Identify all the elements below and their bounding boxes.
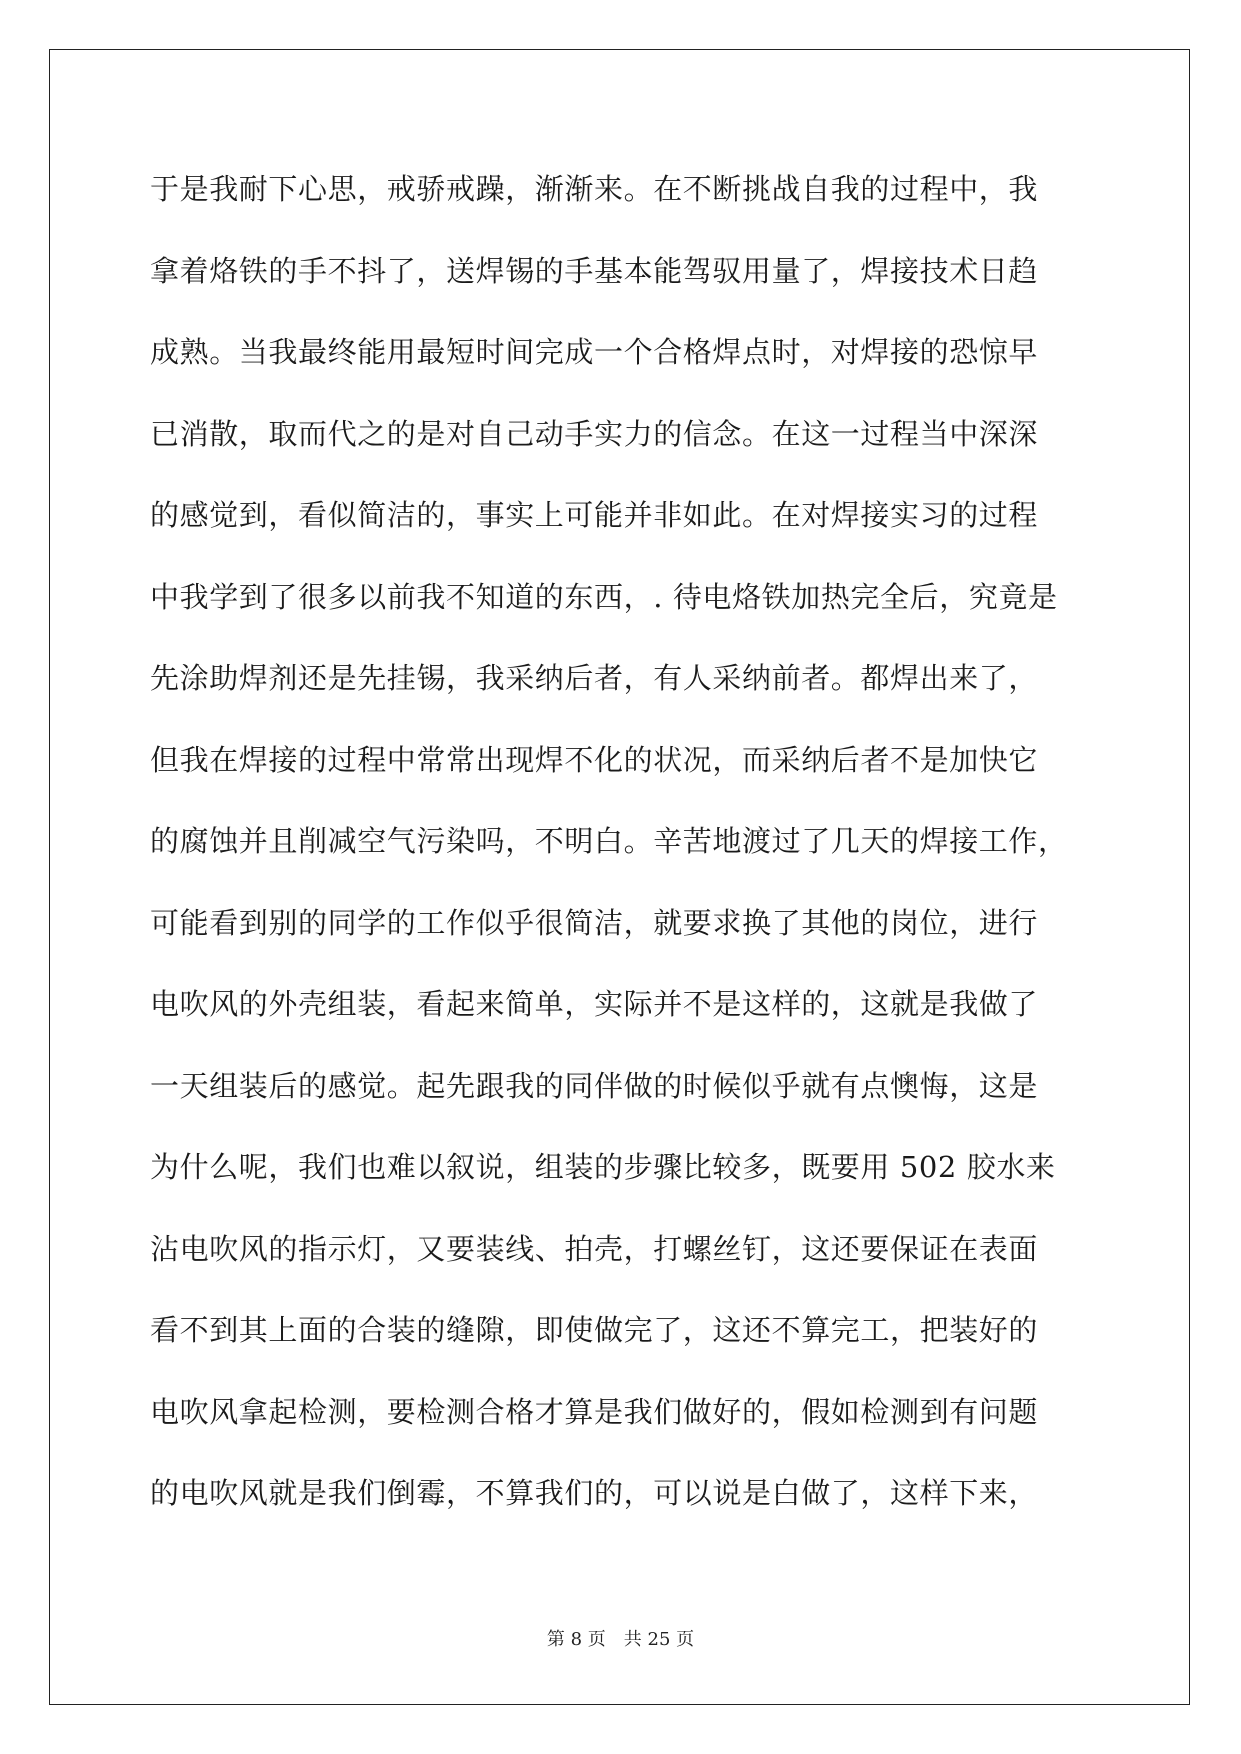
- page-number: 第 8 页: [546, 1629, 606, 1650]
- text-line-4: 已消散，取而代之的是对自己动手实力的信念。在这一过程当中深深: [150, 416, 1039, 451]
- text-line-14: 沾电吹风的指示灯，又要装线、拍壳，打螺丝钉，这还要保证在表面: [150, 1231, 1039, 1266]
- text-line-17: 的电吹风就是我们倒霉，不算我们的，可以说是白做了，这样下来，: [150, 1476, 1039, 1510]
- text-line-1: 于是我耐下心思，戒骄戒躁，渐渐来。在不断挑战自我的过程中，我: [150, 172, 1039, 206]
- text-line-8: 但我在焊接的过程中常常出现焊不化的状况，而采纳后者不是加快它: [150, 742, 1039, 777]
- text-line-7: 先涂助焊剂还是先挂锡，我采纳后者，有人采纳前者。都焊出来了，: [150, 661, 1039, 695]
- page-total: 共 25 页: [623, 1629, 695, 1650]
- body-text: [150, 162, 1100, 1548]
- text-line-10: 可能看到别的同学的工作似乎很简洁，就要求换了其他的岗位，进行: [150, 905, 1039, 940]
- text-line-6: 中我学到了很多以前我不知道的东西，. 待电烙铁加热完全后，究竟是: [150, 579, 1058, 614]
- text-line-5: 的感觉到，看似简洁的，事实上可能并非如此。在对焊接实习的过程: [150, 498, 1039, 532]
- text-line-2: 拿着烙铁的手不抖了，送焊锡的手基本能驾驭用量了，焊接技术日趋: [150, 253, 1039, 288]
- text-line-16: 电吹风拿起检测，要检测合格才算是我们做好的，假如检测到有问题: [150, 1394, 1039, 1429]
- text-line-15: 看不到其上面的合装的缝隙，即使做完了，这还不算完工，把装好的: [150, 1313, 1039, 1347]
- text-line-13: 为什么呢，我们也难以叙说，组装的步骤比较多，既要用 502 胶水来: [150, 1150, 1056, 1184]
- text-line-3: 成熟。当我最终能用最短时间完成一个合格焊点时，对焊接的恐惊早: [150, 335, 1039, 369]
- text-line-11: 电吹风的外壳组装，看起来简单，实际并不是这样的，这就是我做了: [150, 987, 1039, 1021]
- text-line-9: 的腐蚀并且削减空气污染吗，不明白。辛苦地渡过了几天的焊接工作，: [150, 824, 1068, 858]
- text-line-12: 一天组装后的感觉。起先跟我的同伴做的时候似乎就有点懊悔，这是: [150, 1068, 1039, 1103]
- page-footer: [0, 1625, 1241, 1651]
